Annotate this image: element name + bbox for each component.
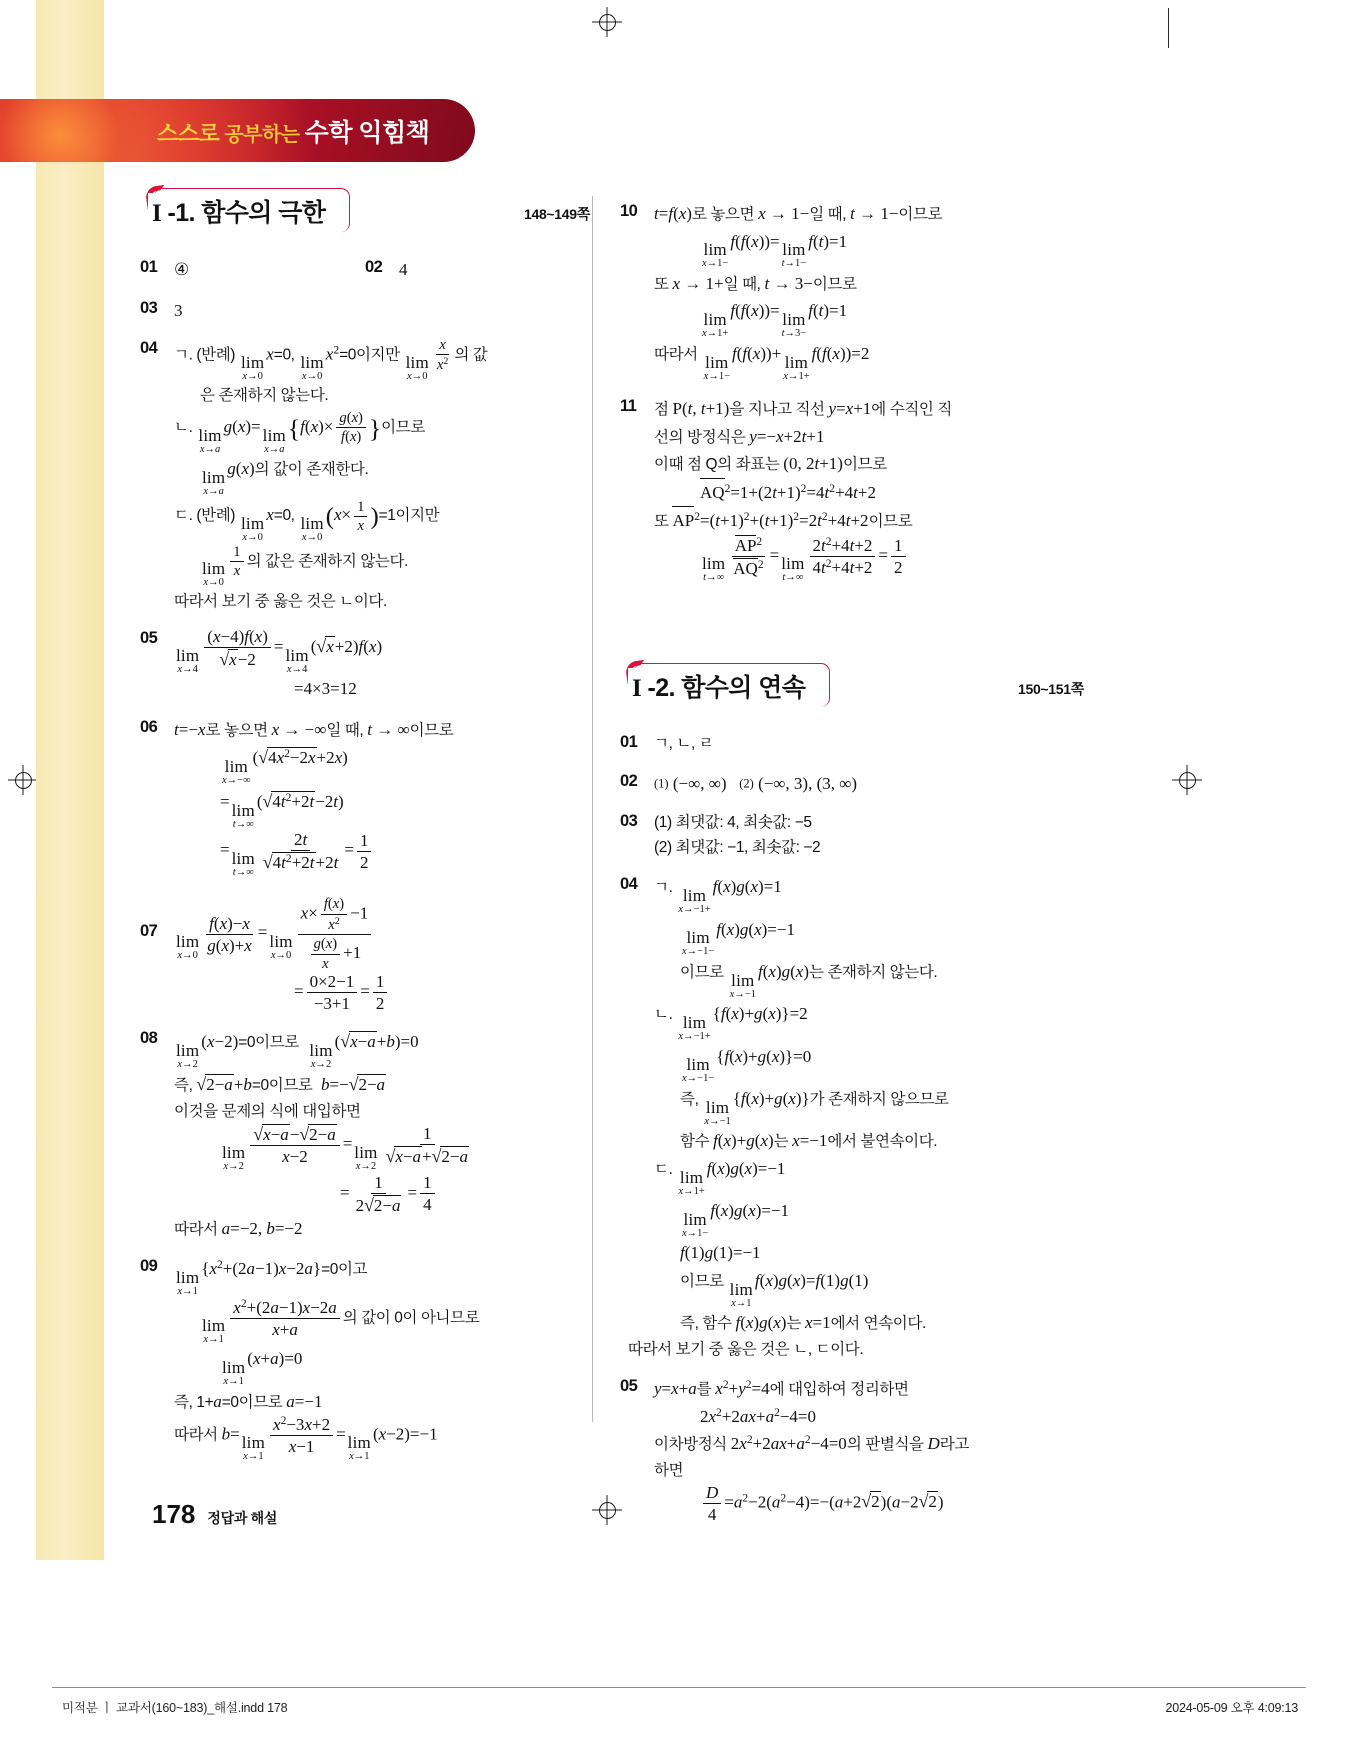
question-number-10: 10: [620, 202, 638, 220]
text-frag: 에 수직인 직: [871, 401, 952, 419]
question-number-06: 06: [140, 717, 158, 736]
solution-line: lim x→−1− {f(x)+g(x)}=0: [682, 1046, 812, 1085]
solution-line: lim x→2 $\frac{√x-a-√2-a}{x-2}$ = lim x→2 $\frac{1}{√x-a+√2-a}$: [222, 1124, 468, 1173]
text-frag: 따라서: [174, 1426, 222, 1444]
text-frag: ㄷ.: [654, 1160, 677, 1178]
solution-line: lim x→1 $\frac{x^2+(2a-1)x-2a}{x+a}$ 의 값이 0이 아니므로: [202, 1296, 480, 1345]
question-number-04: 04: [140, 339, 158, 358]
solution-line: 따라서 보기 중 옳은 것은 ㄴ이다.: [174, 592, 387, 610]
answer-value-02: 4: [399, 260, 408, 279]
solution-line: ㄱ. (반례) lim x→0 x=0, lim x→0 $x^2=0$이지만 lim x→0 $\frac{x}{x^2}$ 의 값: [174, 337, 488, 383]
page-label: 정답과 해설: [207, 1510, 278, 1526]
solution-line: t=−x로 놓으면 x → −∞일 때, t → ∞이므로: [174, 719, 454, 739]
text-frag: 의 값이 0이 아니므로: [342, 1308, 480, 1326]
solution-line: t=f(x)로 놓으면 x → 1−일 때, t → 1−이므로: [654, 204, 943, 223]
solution-line: $AQ^2=1+(2t+1)^2=4t^2+4t+2$: [654, 478, 1070, 507]
text-frag: 함수: [680, 1133, 714, 1151]
text-frag: 는: [773, 1133, 793, 1151]
question-number-s2-04: 04: [620, 875, 638, 894]
text-frag: 에 대입하여 정리하면: [769, 1380, 909, 1398]
solution-line: = lim t→∞ $\frac{2t}{√4t^2+2t+2t}$ = $\frac{1}{2}$: [174, 830, 590, 878]
text-frag: 즉, 함수: [680, 1315, 736, 1333]
text-frag: 는 존재하지 않는다.: [809, 963, 938, 981]
solution-line: [654, 770, 1070, 798]
text-frag: 즉,: [174, 1077, 197, 1095]
answer-item-04: [140, 337, 590, 614]
solution-05: [174, 627, 590, 703]
question-number-09: 09: [140, 1257, 158, 1276]
solution-line: ㄷ. lim x→1+ f(x)g(x)=−1: [654, 1158, 786, 1197]
solution-line: 함수 f(x)+g(x)는 x=−1에서 불연속이다.: [680, 1131, 938, 1151]
registration-mark-bottom: [592, 1495, 622, 1525]
section-pages-2: 150~151쪽: [1017, 681, 1084, 698]
solution-s2-05: [654, 1375, 1070, 1524]
text-frag: 또: [654, 513, 673, 531]
answer-item-s2-01: [620, 731, 1070, 756]
answer-value-s2-03: [654, 810, 1070, 860]
answer-item-07: [140, 896, 590, 1013]
solution-line: lim x→a g(x)의 값이 존재한다.: [202, 459, 369, 497]
solution-line: (1) 최댓값: 4, 최솟값: −5: [654, 814, 812, 832]
banner-title-part3: 수학 익힘책: [304, 118, 430, 147]
solution-line: lim x→−∞ $(√4x^2-2x+2x)$: [222, 747, 348, 787]
answer-value-03: 3: [174, 300, 183, 320]
section-title-1: [148, 193, 331, 229]
solution-line: 하면: [654, 1461, 684, 1479]
solution-line: lim x→0 $\frac{1}{x}$ 의 값은 존재하지 않는다.: [202, 543, 408, 589]
solution-line: 이것을 문제의 식에 대입하면: [174, 1103, 361, 1121]
solution-line: lim x→2 (x−2)=0이므로 lim x→2 (√x−a+b)=0: [176, 1031, 419, 1070]
answer-item-01: [140, 256, 365, 284]
text-frag: =0,: [273, 346, 299, 364]
solution-line: 또 $AP^2=(t+1)^2+(t+1)^2=2t^2+4t+2$이므로: [654, 506, 1070, 535]
text-frag: 로 놓으면: [691, 206, 759, 223]
question-number-03: 03: [140, 298, 158, 317]
text-frag: =0이므로: [238, 1034, 299, 1051]
solution-line: 이때 점 Q의 좌표는 (0, 2t+1)이므로: [654, 454, 887, 474]
solution-10: [654, 200, 1070, 382]
text-frag: 이므로: [812, 275, 857, 293]
answer-item-s2-05: [620, 1375, 1070, 1524]
solution-line: lim x→1− f(x)g(x)=−1: [682, 1201, 790, 1239]
question-number-05: 05: [140, 629, 158, 648]
section-heading-2: [620, 661, 1084, 715]
text-frag: 이므로: [409, 721, 454, 739]
banner-title-part1: 스스로: [157, 120, 220, 146]
solution-line: 선의 방정식은 y=−x+2t+1: [654, 426, 825, 446]
solution-line: =4×3=12: [294, 679, 357, 699]
text-frag: 일 때,: [326, 721, 368, 739]
solution-line: lim x→1+ f(f(x))= lim t→3− f(t)=1: [702, 301, 848, 340]
solution-line: 이므로 lim x→1 f(x)g(x)=f(1)g(1): [680, 1271, 869, 1309]
solution-line: lim x→−1− f(x)g(x)=−1: [682, 919, 795, 958]
answer-item-11: [620, 395, 1070, 583]
text-frag: 점: [654, 401, 673, 419]
text-frag: 일 때,: [809, 206, 851, 223]
text-frag: 즉, 1+: [174, 1393, 214, 1411]
text-frag: =0,: [273, 507, 299, 525]
section-roman-1: I: [152, 200, 162, 227]
solution-line: ㄴ. lim x→a g(x)= lim x→a {f(x)× $\frac{g(x)}{f(x)}$ }이므로: [174, 409, 425, 455]
text-frag: 이므로: [868, 513, 913, 531]
solution-line: 즉, lim x→−1 {f(x)+g(x)}가 존재하지 않으므로: [680, 1088, 949, 1127]
footer-rule: [52, 1687, 1306, 1688]
question-number-02: 02: [365, 258, 383, 276]
text-frag: 선의 방정식은: [654, 428, 750, 446]
text-frag: 즉,: [680, 1090, 703, 1108]
solution-line: 점 P(t, t+1)을 지나고 직선 y=x+1에 수직인 직: [654, 399, 952, 419]
solution-line: = lim t→∞ $(√4t^2+2t-2t)$: [220, 790, 344, 830]
solution-07: [174, 896, 590, 1013]
registration-mark-left: [8, 765, 38, 795]
text-frag: 이차방정식: [654, 1436, 731, 1454]
solution-line: $2x^2+2ax+a^2-4=0$: [700, 1405, 817, 1426]
question-number-s2-03: 03: [620, 812, 638, 831]
solution-09: [174, 1255, 590, 1463]
solution-line: f(1)g(1)=−1: [680, 1243, 761, 1263]
solution-line: lim x→1− f(f(x))= lim t→1− f(t)=1: [702, 231, 848, 270]
question-number-07: 07: [140, 922, 158, 941]
question-number-s2-01: 01: [620, 733, 638, 752]
text-frag: 을 지나고 직선: [729, 401, 829, 419]
registration-mark-top: [592, 7, 622, 37]
print-file-info: 미적분 ㅣ 교과서(160~183)_해설.indd 178: [62, 1701, 288, 1715]
solution-line: 또 x → 1+일 때, t → 3−이므로: [654, 273, 857, 293]
solution-line: lim t→∞ $\frac{AP^2}{AQ^2}$ = lim t→∞ $\frac{2t^2+4t+2}{4t^2+4t+2}$ = $\frac{1}{2}$: [654, 535, 1070, 584]
solution-line: y=x+a를 $x^2+y^2=4$에 대입하여 정리하면: [654, 1377, 909, 1398]
text-frag: 의 값은 존재하지 않는다.: [246, 552, 408, 570]
workbook-banner: [0, 99, 475, 162]
text-frag: ㄴ.: [654, 1006, 677, 1024]
section-title-text-2: -2. 함수의 연속: [641, 674, 806, 703]
text-frag: 로 놓으면: [205, 721, 272, 739]
answer-value-01: ④: [174, 260, 190, 279]
text-frag: ㄴ.: [174, 418, 197, 436]
answer-row-01-02: [140, 256, 590, 284]
text-frag: 이므로: [680, 1273, 728, 1291]
solution-line: ㄷ. (반례) lim x→0 x=0, lim x→0 (x× $\frac{1}{x}$ )=1이지만: [174, 498, 440, 544]
text-frag: 에서 불연속이다.: [827, 1133, 938, 1151]
sub-value: (−∞, 3), (3, ∞): [758, 773, 858, 793]
solution-line: 이차방정식 $2x^2+2ax+a^2-4=0$의 판별식을 D라고: [654, 1433, 969, 1454]
text-frag: 의 판별식을: [846, 1436, 928, 1454]
text-frag: ㄱ.: [654, 879, 677, 897]
text-frag: 를: [696, 1380, 716, 1398]
solution-04: [174, 337, 590, 614]
question-number-08: 08: [140, 1029, 158, 1047]
question-number-s2-05: 05: [620, 1376, 638, 1395]
text-frag: 라고: [939, 1436, 969, 1454]
solution-line: ㄴ. lim x→−1+ {f(x)+g(x)}=2: [654, 1004, 808, 1043]
answer-value-s2-01: ㄱ, ㄴ, ㄹ: [654, 735, 714, 753]
solution-line: 즉, √2−a+b=0이므로 b=−√2−a: [174, 1074, 386, 1095]
solution-06: [174, 716, 590, 878]
section-title-2: [628, 668, 811, 704]
sub-label: (2): [739, 776, 754, 791]
column-divider: [592, 196, 593, 1422]
answer-item-08: [140, 1027, 590, 1242]
answer-item-09: [140, 1255, 590, 1463]
answer-item-10: [620, 200, 1070, 382]
banner-gloss: [0, 99, 150, 162]
section-title-text-1: -1. 함수의 극한: [161, 199, 326, 227]
question-number-s2-02: 02: [620, 771, 638, 790]
text-frag: =0이고: [321, 1261, 368, 1279]
solution-line: 즉, 1+a=0이므로 a=−1: [174, 1391, 323, 1411]
solution-line: 따라서 a=−2, b=−2: [174, 1218, 303, 1238]
text-frag: 의 값이 존재한다.: [254, 461, 369, 479]
answer-item-05: [140, 627, 590, 703]
crop-mark-top-right: [1168, 8, 1169, 48]
solution-line: = $\frac{1}{2√2-a}$ = $\frac{1}{4}$: [174, 1173, 590, 1215]
right-column: [620, 186, 1084, 1537]
solution-line: lim x→1 $\{x^2+(2a-1)x-2a\}=0$이고: [176, 1258, 368, 1298]
answer-item-s2-02: [620, 770, 1070, 798]
banner-title: [157, 113, 429, 149]
answer-item-02: [365, 256, 590, 284]
sub-value: (−∞, ∞): [672, 773, 727, 793]
solution-line: 따라서 보기 중 옳은 것은 ㄴ, ㄷ이다.: [628, 1340, 864, 1358]
text-frag: =0이므로: [221, 1393, 287, 1411]
solution-08: [174, 1027, 590, 1242]
solution-line: (2) 최댓값: −1, 최솟값: −2: [654, 839, 821, 857]
text-frag: 이므로: [381, 418, 425, 436]
text-frag: 에서 연속이다.: [830, 1315, 926, 1333]
question-number-01: 01: [140, 258, 158, 276]
solution-line: 이므로 lim x→−1 f(x)g(x)는 존재하지 않는다.: [680, 961, 938, 1000]
solution-line: 따라서 lim x→1− f(f(x))+ lim x→1+ f(f(x))=2: [654, 343, 870, 382]
answer-item-s2-03: [620, 810, 1070, 860]
answer-value-s2-02: [654, 770, 1070, 798]
answer-item-s2-04: [620, 873, 1070, 1362]
solution-line: lim x→1 (x+a)=0: [222, 1349, 303, 1388]
section-pages-1: 148~149쪽: [523, 206, 590, 222]
solution-line: lim x→4 $\frac{(x-4)f(x)}{√x-2}$ = lim x→4 (√x+2)f(x): [176, 627, 383, 675]
page-edge-band: [36, 0, 104, 1560]
banner-title-part2: 공부하는: [219, 123, 305, 146]
text-frag: =0이지만: [339, 346, 404, 364]
text-frag: ㄱ. (반례): [174, 346, 239, 364]
text-frag: 또: [654, 275, 673, 293]
text-frag: 이므로: [842, 456, 887, 474]
text-frag: 가 존재하지 않으므로: [809, 1090, 949, 1108]
section-roman-2: I: [632, 675, 642, 703]
question-number-11: 11: [620, 397, 637, 416]
answer-item-06: [140, 716, 590, 878]
text-frag: 따라서: [174, 1220, 222, 1238]
solution-line: = $\frac{0\times 2-1}{-3+1}$ = $\frac{1}{2}$: [174, 972, 590, 1013]
text-frag: 이므로: [898, 206, 943, 223]
text-frag: 이때 점 Q의 좌표는: [654, 456, 784, 474]
page-number: 178: [152, 1499, 196, 1529]
text-frag: 의 값: [454, 346, 488, 364]
solution-line: $\frac{D}{4}$ $=a^2-2(a^2-4)=-(a+2√2)(a-2√2)$: [654, 1483, 1070, 1524]
solution-line: 즉, 함수 f(x)g(x)는 x=1에서 연속이다.: [680, 1313, 926, 1333]
text-frag: 일 때,: [723, 275, 765, 293]
text-frag: ㄷ. (반례): [174, 507, 239, 525]
left-column: [140, 186, 590, 1476]
text-frag: =0: [400, 1032, 419, 1051]
registration-mark-right: [1172, 765, 1202, 795]
text-frag: =1이지만: [378, 507, 440, 525]
solution-11: [654, 395, 1070, 583]
solution-line: lim x→0 $\frac{f(x)-x}{g(x)+x}$ = lim x→0 x× $\frac{f(x)}{x^2}$ −1 $\frac{g(x)}{x}$ +1: [174, 896, 590, 972]
sub-label: (1): [654, 776, 669, 791]
answer-item-03: [140, 297, 590, 325]
solution-line: 따라서 b= lim x→1 $\frac{x^2-3x+2}{x-1}$ = lim x→1 (x−2)=−1: [174, 1414, 438, 1463]
text-frag: 는: [786, 1315, 805, 1333]
print-timestamp: 2024-05-09 오후 4:09:13: [1165, 1701, 1298, 1715]
solution-line: 은 존재하지 않는다.: [200, 386, 329, 404]
section-heading-1: [140, 186, 590, 240]
text-frag: 이므로: [680, 963, 728, 981]
page-footer: [152, 1499, 277, 1530]
text-frag: 따라서: [654, 345, 702, 363]
text-frag: =0이므로: [251, 1077, 313, 1095]
solution-line: ㄱ. lim x→−1+ f(x)g(x)=1: [654, 877, 782, 916]
